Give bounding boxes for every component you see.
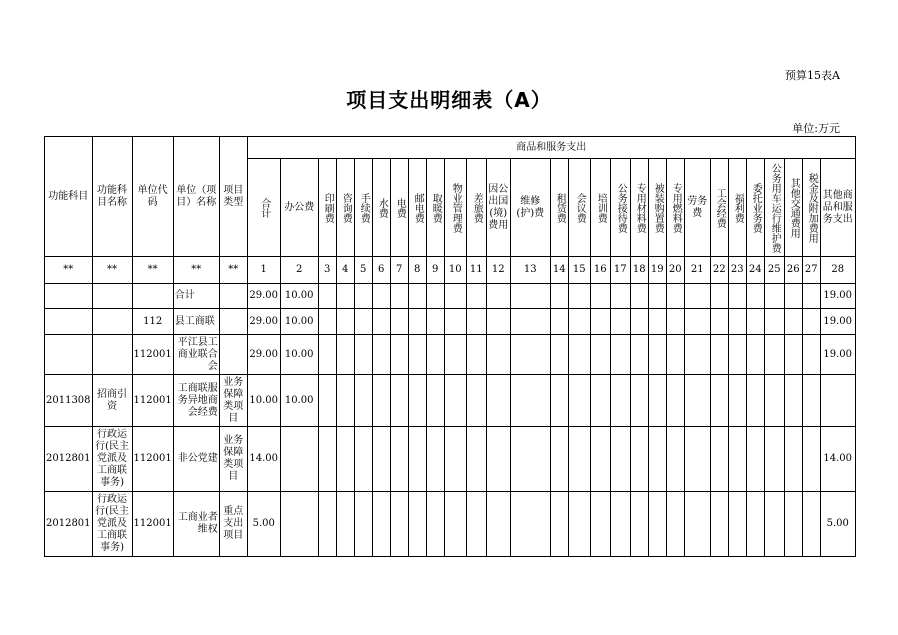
header-project-type: 项目类型: [219, 137, 247, 257]
marker-num: 24: [746, 257, 764, 284]
marker-num: 20: [666, 257, 684, 284]
marker-num: 1: [247, 257, 280, 284]
marker-star: **: [132, 257, 173, 284]
header-col-5: 手续费: [354, 159, 372, 257]
marker-num: 14: [550, 257, 568, 284]
cell-function-code: 2011308: [45, 375, 93, 427]
cell-total: 29.00: [247, 284, 280, 309]
header-col-15: 会议费: [568, 159, 590, 257]
cell-unit-name: 县工商联: [173, 309, 219, 335]
marker-num: 16: [590, 257, 610, 284]
table-row: [45, 335, 856, 375]
cell-project-type: 业务保障类项目: [219, 375, 247, 427]
marker-num: 27: [802, 257, 820, 284]
unit-label: 单位:万元: [792, 122, 840, 135]
marker-num: 11: [466, 257, 486, 284]
marker-num: 6: [372, 257, 390, 284]
cell-function-code: 2012801: [45, 427, 93, 492]
cell-unit-name: 工商联服务异地商会经费: [173, 375, 219, 427]
cell-project-type: [219, 335, 247, 375]
header-col-25: 公务用车运行维护费: [764, 159, 784, 257]
cell-function-name: [92, 309, 132, 335]
table-row: [45, 427, 856, 492]
cell-other-goods: 19.00: [820, 335, 855, 375]
cell-unit-name: 合计: [173, 284, 219, 309]
header-col-28: 其他商品和服务支出: [820, 159, 855, 257]
marker-num: 5: [354, 257, 372, 284]
marker-num: 17: [610, 257, 630, 284]
header-col-9: 取暖费: [426, 159, 444, 257]
cell-function-name: [92, 284, 132, 309]
detail-table: [44, 136, 856, 557]
corner-label: 预算15表A: [785, 69, 840, 82]
cell-function-code: [45, 309, 93, 335]
marker-num: 19: [648, 257, 666, 284]
cell-unit-name: 工商业者维权: [173, 492, 219, 557]
marker-num: 10: [444, 257, 466, 284]
marker-num: 26: [784, 257, 802, 284]
cell-other-goods: 19.00: [820, 309, 855, 335]
header-col-2: 办公费: [280, 159, 318, 257]
marker-num: 9: [426, 257, 444, 284]
cell-total: 14.00: [247, 427, 280, 492]
table-row: [45, 284, 856, 309]
cell-unit-code: 112001: [132, 427, 173, 492]
marker-num: 18: [630, 257, 648, 284]
page-title: 项目支出明细表（A）: [346, 88, 552, 112]
marker-num: 15: [568, 257, 590, 284]
marker-num: 8: [408, 257, 426, 284]
cell-unit-code: 112: [132, 309, 173, 335]
cell-function-name: 行政运行(民主党派及工商联事务): [92, 427, 132, 492]
cell-unit-name: 平江县工商业联合会: [173, 335, 219, 375]
header-col-10: 物业管理费: [444, 159, 466, 257]
header-col-14: 租赁费: [550, 159, 568, 257]
cell-unit-code: 112001: [132, 492, 173, 557]
cell-function-name: 行政运行(民主党派及工商联事务): [92, 492, 132, 557]
cell-unit-code: [132, 284, 173, 309]
marker-num: 2: [280, 257, 318, 284]
header-col-22: 工会经费: [710, 159, 728, 257]
header-col-4: 咨询费: [336, 159, 354, 257]
header-col-27: 税金及附加费用: [802, 159, 820, 257]
table-row: [45, 309, 856, 335]
cell-function-name: 招商引资: [92, 375, 132, 427]
marker-num: 12: [486, 257, 510, 284]
table-row: [45, 375, 856, 427]
marker-star: **: [92, 257, 132, 284]
table-row: [45, 492, 856, 557]
header-row-1: [45, 137, 856, 159]
cell-other-goods: 14.00: [820, 427, 855, 492]
header-col-13: 维修(护)费: [510, 159, 550, 257]
marker-num: 25: [764, 257, 784, 284]
header-col-20: 专用燃料费: [666, 159, 684, 257]
marker-num: 3: [318, 257, 336, 284]
header-unit-code: 单位代码: [132, 137, 173, 257]
marker-num: 28: [820, 257, 855, 284]
cell-total: 29.00: [247, 335, 280, 375]
header-col-19: 被装购置费: [648, 159, 666, 257]
cell-office: 10.00: [280, 375, 318, 427]
cell-project-type: 业务保障类项目: [219, 427, 247, 492]
cell-other-goods: [820, 375, 855, 427]
cell-project-type: [219, 284, 247, 309]
header-unit-name: 单位（项目）名称: [173, 137, 219, 257]
header-col-26: 其他交通费用: [784, 159, 802, 257]
cell-total: 10.00: [247, 375, 280, 427]
cell-office: [280, 427, 318, 492]
marker-num: 23: [728, 257, 746, 284]
header-col-12: 因公出国(境)费用: [486, 159, 510, 257]
marker-row: [45, 257, 856, 284]
header-col-21: 劳务费: [684, 159, 710, 257]
header-col-17: 公务接待费: [610, 159, 630, 257]
cell-total: 5.00: [247, 492, 280, 557]
header-function-code: 功能科目: [45, 137, 93, 257]
cell-office: 10.00: [280, 284, 318, 309]
header-group-goods-services: 商品和服务支出: [247, 137, 855, 159]
marker-star: **: [45, 257, 93, 284]
marker-num: 13: [510, 257, 550, 284]
header-col-6: 水费: [372, 159, 390, 257]
header-col-24: 委托业务费: [746, 159, 764, 257]
marker-num: 7: [390, 257, 408, 284]
cell-office: 10.00: [280, 335, 318, 375]
cell-office: 10.00: [280, 309, 318, 335]
cell-project-type: 重点支出项目: [219, 492, 247, 557]
cell-unit-code: 112001: [132, 335, 173, 375]
cell-function-code: [45, 284, 93, 309]
cell-function-code: [45, 335, 93, 375]
cell-project-type: [219, 309, 247, 335]
cell-function-name: [92, 335, 132, 375]
header-col-1: 合计: [247, 159, 280, 257]
cell-total: 29.00: [247, 309, 280, 335]
cell-other-goods: 5.00: [820, 492, 855, 557]
cell-office: [280, 492, 318, 557]
marker-star: **: [173, 257, 219, 284]
header-col-3: 印刷费: [318, 159, 336, 257]
header-col-8: 邮电费: [408, 159, 426, 257]
marker-num: 22: [710, 257, 728, 284]
marker-num: 4: [336, 257, 354, 284]
cell-function-code: 2012801: [45, 492, 93, 557]
header-col-23: 福利费: [728, 159, 746, 257]
header-function-name: 功能科目名称: [92, 137, 132, 257]
cell-unit-code: 112001: [132, 375, 173, 427]
header-col-11: 差旅费: [466, 159, 486, 257]
marker-num: 21: [684, 257, 710, 284]
header-col-16: 培训费: [590, 159, 610, 257]
cell-unit-name: 非公党建: [173, 427, 219, 492]
marker-star: **: [219, 257, 247, 284]
header-col-7: 电费: [390, 159, 408, 257]
header-col-18: 专用材料费: [630, 159, 648, 257]
cell-other-goods: 19.00: [820, 284, 855, 309]
